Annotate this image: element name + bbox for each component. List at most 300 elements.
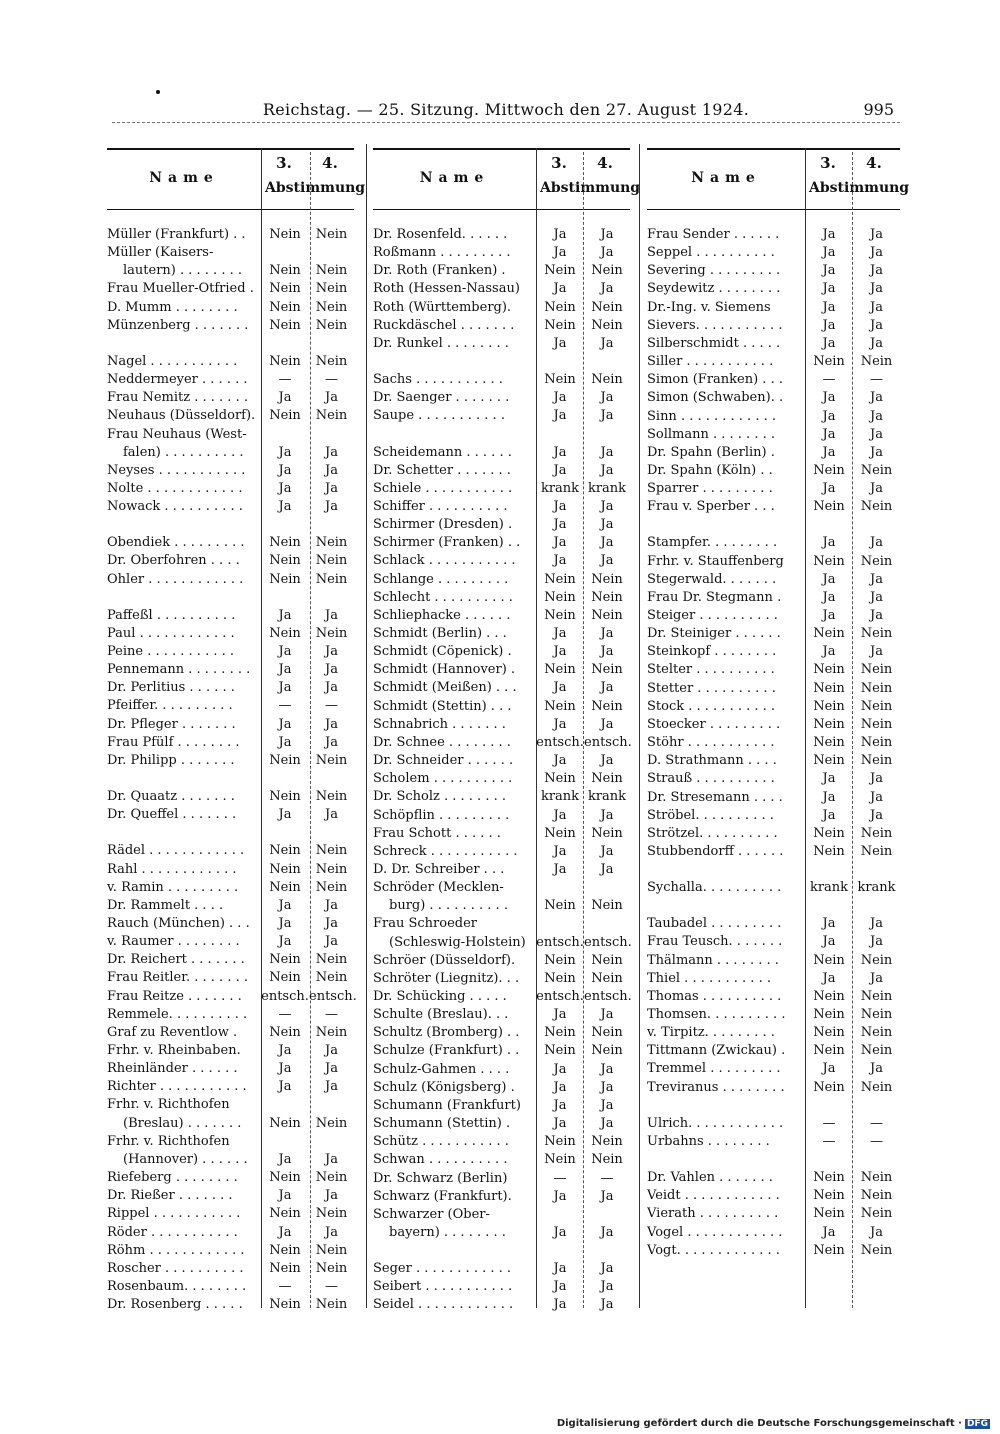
- vote-3-value: Nein: [269, 317, 301, 333]
- vote-3-value: —: [278, 1006, 292, 1022]
- deputy-name: Schirmer (Dresden) .: [373, 517, 513, 533]
- vote-4-value: Ja: [325, 390, 338, 406]
- table-row: [373, 897, 630, 915]
- vote-4-value: Ja: [600, 517, 614, 533]
- table-row: [373, 915, 630, 933]
- deputy-name: Dr. Schnee . . . . . . . .: [373, 734, 511, 750]
- vote-4-value: Nein: [315, 879, 348, 895]
- table-row: [647, 553, 900, 571]
- vote-4-value: Ja: [600, 227, 614, 242]
- table-row: [373, 262, 630, 280]
- deputy-name: Schlange . . . . . . . . .: [373, 571, 509, 587]
- deputy-name: Röder . . . . . . . . . . .: [107, 1224, 238, 1240]
- vote-3-value: Ja: [822, 263, 836, 279]
- table-row: [107, 534, 354, 552]
- vote-4-value: Ja: [600, 1261, 614, 1277]
- deputy-name: Schreck . . . . . . . . . . .: [373, 843, 518, 859]
- vote-4-value: Ja: [600, 1097, 614, 1113]
- vote-3-value: Ja: [822, 970, 836, 986]
- deputy-name: Schröer (Düsseldorf).: [373, 952, 516, 968]
- vote-3-value: Nein: [813, 753, 845, 769]
- table-row: [107, 1006, 354, 1024]
- deputy-name: Neyses . . . . . . . . . . .: [107, 462, 246, 478]
- vote-4-value: —: [600, 1170, 614, 1186]
- header-rule: [647, 209, 900, 210]
- ink-dot: [156, 90, 160, 94]
- table-row: [647, 1133, 900, 1151]
- table-row: [647, 915, 900, 933]
- table-row: [107, 462, 354, 480]
- vote-3-value: Ja: [553, 535, 567, 551]
- vote-4-value: Nein: [591, 970, 623, 986]
- deputy-name: Rädel . . . . . . . . . . . .: [107, 843, 245, 859]
- vote-3-value: Ja: [822, 281, 836, 297]
- deputy-name: Schwarz (Frankfurt).: [373, 1188, 512, 1204]
- vote-3-value: Nein: [544, 898, 576, 914]
- deputy-name: Steinkopf . . . . . . . .: [647, 644, 777, 660]
- table-row: [373, 879, 630, 897]
- vote-4-value: Nein: [860, 662, 893, 678]
- deputy-name: Scheidemann . . . . . .: [373, 444, 512, 460]
- vote-4-value: Nein: [591, 1025, 623, 1041]
- vote-4-value: Ja: [325, 1188, 338, 1204]
- table-row: [647, 661, 900, 679]
- deputy-name: Schulze (Frankfurt) . .: [373, 1043, 520, 1059]
- deputy-name: Sievers. . . . . . . . . . .: [647, 317, 783, 333]
- deputy-name: Frhr. v. Richthofen: [107, 1133, 230, 1149]
- deputy-name: Frau v. Sperber . . .: [647, 499, 775, 515]
- vote-4-value: Nein: [591, 825, 623, 841]
- deputy-name: Dr. Schücking . . . . .: [373, 989, 507, 1004]
- vote-4-value: Nein: [315, 317, 348, 333]
- deputy-name: Rheinländer . . . . . .: [107, 1061, 238, 1077]
- deputy-name: Nolte . . . . . . . . . . . .: [107, 480, 243, 496]
- table-row: [373, 407, 630, 425]
- deputy-name: Stelter . . . . . . . . . .: [647, 662, 775, 678]
- deputy-name: Stampfer. . . . . . . . .: [647, 535, 778, 551]
- vote-4-value: Nein: [315, 1297, 348, 1313]
- deputy-name: falen) . . . . . . . . . .: [123, 444, 244, 460]
- vote-4-value: Ja: [870, 299, 883, 315]
- deputy-name: lautern) . . . . . . . .: [123, 263, 242, 279]
- vote-4-value: Nein: [591, 1043, 623, 1059]
- deputy-name: Schmidt (Cöpenick) .: [373, 644, 512, 660]
- deputy-name: Graf zu Reventlow .: [107, 1024, 238, 1040]
- vote-3-value: Ja: [822, 934, 836, 950]
- table-row: [647, 353, 900, 371]
- vote-3-value: Nein: [544, 299, 576, 315]
- vote-3-value: Ja: [822, 426, 836, 442]
- vote-4-value: Ja: [870, 263, 883, 279]
- deputy-name: Schnabrich . . . . . . .: [373, 716, 506, 732]
- deputy-name: Schmidt (Meißen) . . .: [373, 680, 517, 696]
- deputy-name: Frau Sender . . . . . .: [647, 227, 780, 242]
- vote-3-value: Ja: [822, 589, 836, 605]
- deputy-name: Steiger . . . . . . . . . .: [647, 608, 778, 623]
- table-row: [107, 861, 354, 879]
- deputy-name: Richter . . . . . . . . . . .: [107, 1079, 247, 1095]
- vote-3-value: Ja: [278, 934, 292, 950]
- vote-4-value: Nein: [315, 299, 348, 315]
- table-row: [373, 770, 630, 788]
- deputy-name: Schütz . . . . . . . . . . .: [373, 1134, 509, 1150]
- vote-3-value: Ja: [553, 498, 567, 514]
- vote-4-value: Ja: [325, 807, 338, 823]
- vote-4-value: Ja: [600, 335, 614, 351]
- vote-4-value: Ja: [600, 1116, 614, 1132]
- deputy-name: D. Strathmann . . . .: [647, 753, 777, 769]
- vote-4-value: —: [870, 1115, 883, 1131]
- deputy-name: Schiffer . . . . . . . . . .: [373, 498, 508, 514]
- vote-3-value: Ja: [822, 571, 836, 587]
- vote-4-value: Nein: [315, 752, 348, 768]
- table-separator: [366, 144, 367, 1308]
- vote-4-value: Ja: [600, 843, 614, 859]
- deputy-name: Dr. Schetter . . . . . . .: [373, 462, 511, 478]
- vote-3-value: Nein: [813, 680, 845, 696]
- table-row: [373, 389, 630, 407]
- table-row: [107, 988, 357, 1006]
- vote-3-value: Nein: [269, 571, 301, 587]
- vote-4-value: —: [870, 1133, 883, 1149]
- vote-3-value: Nein: [269, 1024, 301, 1040]
- vote-4-value: Nein: [591, 771, 623, 787]
- table-row: [647, 426, 900, 444]
- table-row: [373, 661, 630, 679]
- vote-3-value: Ja: [822, 245, 836, 261]
- deputy-name: Dr. Rießer . . . . . . .: [107, 1188, 233, 1204]
- vote-3-value: krank: [540, 480, 580, 496]
- table-row: [373, 480, 630, 498]
- vote-4-value: Nein: [315, 1242, 348, 1258]
- vote-4-value: Nein: [315, 1115, 348, 1131]
- vote-3-value: Ja: [553, 553, 567, 569]
- vote-4-value: Ja: [870, 608, 883, 623]
- vote-3-value: Nein: [813, 716, 845, 732]
- deputy-name: Roth (Württemberg).: [373, 299, 512, 315]
- table-row: [647, 1115, 900, 1133]
- vote-4-value: Nein: [591, 662, 623, 678]
- deputy-name: Nagel . . . . . . . . . . .: [107, 353, 238, 369]
- vote-4-value: Ja: [325, 915, 338, 931]
- deputy-name: Frau Teusch. . . . . . .: [647, 934, 783, 950]
- table-row: [373, 807, 630, 825]
- table-row: [647, 680, 900, 698]
- deputy-name: Dr. Pfleger . . . . . . .: [107, 716, 236, 732]
- vote-3-value: Nein: [269, 1242, 301, 1258]
- vote-3-value: Ja: [553, 462, 567, 478]
- vote-4-value: Nein: [860, 1079, 893, 1095]
- table-row: [107, 897, 354, 915]
- deputy-name: Rosenbaum. . . . . . . .: [107, 1278, 247, 1294]
- vote-4-value: Ja: [325, 607, 338, 623]
- vote-3-value: Ja: [278, 1043, 292, 1058]
- table-top-rule: [647, 148, 900, 150]
- vote-3-value: Ja: [553, 335, 567, 351]
- deputy-name: Thiel . . . . . . . . . . .: [647, 970, 771, 986]
- table-row: [373, 226, 630, 244]
- table-row: [373, 1024, 630, 1042]
- vote-3-value: Nein: [269, 952, 301, 968]
- vote-4-value: krank: [587, 480, 627, 496]
- deputy-name: Dr. Stresemann . . . .: [647, 789, 783, 805]
- table-row: [647, 879, 900, 897]
- vote-4-header: 4.: [866, 154, 882, 172]
- vote-4-value: Ja: [600, 807, 614, 823]
- table-row: [647, 1042, 900, 1060]
- table-row: [373, 1278, 630, 1296]
- vote-4-value: Nein: [860, 1007, 893, 1022]
- table-row: [647, 625, 900, 643]
- vote-3-value: Ja: [278, 462, 292, 478]
- vote-3-value: Nein: [269, 879, 301, 895]
- vote-4-value: Ja: [600, 1279, 614, 1295]
- table-row: [107, 915, 354, 933]
- table-row: [647, 988, 900, 1006]
- vote-3-value: Ja: [822, 227, 836, 242]
- vote-3-value: Ja: [553, 227, 567, 242]
- table-row: [107, 444, 354, 462]
- table-row: [373, 625, 630, 643]
- deputy-name: Schlack . . . . . . . . . . .: [373, 553, 516, 569]
- table-row: [373, 516, 630, 534]
- vote-3-value: Nein: [269, 1297, 301, 1313]
- vote-4-value: Nein: [860, 753, 893, 769]
- page-header: [112, 96, 900, 124]
- vote-3-value: Ja: [553, 245, 567, 261]
- vote-3-value: Nein: [544, 1152, 576, 1168]
- vote-3-value: Ja: [278, 662, 292, 678]
- vote-3-value: Ja: [822, 535, 836, 551]
- deputy-name: Stegerwald. . . . . . .: [647, 571, 777, 587]
- vote-4-value: Nein: [860, 825, 893, 841]
- deputy-name: Stöhr . . . . . . . . . . .: [647, 735, 775, 751]
- vote-3-value: Ja: [553, 1061, 567, 1077]
- table-row: [107, 353, 354, 371]
- table-row: [373, 970, 630, 988]
- vote-4-value: Nein: [315, 535, 348, 551]
- vote-4-value: krank: [857, 880, 896, 896]
- footer-text: Digitalisierung gefördert durch die Deutsche Forschungsgemeinschaft ·: [556, 1418, 962, 1429]
- deputy-name: Frau Schroeder: [373, 916, 478, 932]
- deputy-name: Schröder (Mecklen-: [373, 880, 504, 896]
- abstimmung-header: Abstimmung: [540, 180, 641, 196]
- vote-3-value: Nein: [269, 263, 301, 279]
- name-column-header: Name: [149, 170, 219, 186]
- deputy-name: Dr. Quaatz . . . . . . .: [107, 789, 235, 805]
- deputy-name: Dr. Philipp . . . . . . .: [107, 752, 235, 768]
- deputy-name: Roscher . . . . . . . . . .: [107, 1260, 244, 1276]
- table-row: [373, 752, 630, 770]
- vote-3-value: Nein: [269, 535, 301, 551]
- table-row: [373, 335, 630, 353]
- table-row: [373, 679, 630, 697]
- vote-3-value: Nein: [544, 263, 576, 279]
- deputy-name: Stubbendorff . . . . . .: [647, 843, 784, 859]
- vote-3-value: Nein: [269, 861, 301, 877]
- vote-4-value: Ja: [870, 245, 883, 261]
- deputy-name: Stock . . . . . . . . . . .: [647, 698, 776, 714]
- table-row: [647, 716, 900, 734]
- vote-4-value: Ja: [870, 1061, 883, 1077]
- deputy-name: Frhr. v. Rheinbaben.: [107, 1043, 241, 1058]
- name-column-header: Name: [419, 170, 490, 186]
- vote-3-value: Ja: [553, 843, 567, 859]
- vote-3-value: Ja: [822, 408, 836, 424]
- deputy-name: Müller (Kaisers-: [107, 245, 214, 261]
- deputy-name: Vogel . . . . . . . . . . . .: [647, 1224, 783, 1240]
- table-row: [107, 1169, 354, 1187]
- table-row: [373, 698, 630, 716]
- vote-4-value: —: [325, 698, 338, 714]
- vote-3-value: Nein: [813, 1206, 845, 1222]
- deputy-name: Rauch (München) . . .: [107, 915, 250, 931]
- vote-3-value: Nein: [813, 1079, 845, 1095]
- vote-4-value: Ja: [870, 408, 883, 424]
- table-row: [107, 552, 354, 570]
- deputy-name: Seydewitz . . . . . . . .: [647, 281, 781, 297]
- vote-3-value: Ja: [822, 481, 836, 497]
- vote-4-value: entsch.: [584, 734, 632, 750]
- deputy-name: Pfeiffer. . . . . . . . . .: [107, 698, 233, 714]
- vote-3-header: 3.: [820, 154, 836, 172]
- vote-4-value: krank: [587, 789, 627, 805]
- table-row: [373, 317, 630, 335]
- deputy-name: D. Mumm . . . . . . . .: [107, 299, 238, 315]
- table-row: [647, 226, 900, 244]
- vote-3-value: Nein: [813, 1025, 845, 1041]
- vote-4-value: Nein: [860, 680, 893, 696]
- deputy-name: Dr. Steiniger . . . . . .: [647, 626, 781, 642]
- table-row: [373, 1115, 630, 1133]
- deputy-name: Obendiek . . . . . . . . .: [107, 535, 245, 551]
- vote-3-value: entsch.: [536, 734, 584, 750]
- table-row: [647, 698, 900, 716]
- vote-3-value: Ja: [278, 607, 292, 623]
- vote-3-value: Nein: [269, 789, 301, 805]
- vote-4-value: Ja: [600, 390, 614, 406]
- table-row: [107, 643, 354, 661]
- deputy-name: Vogt. . . . . . . . . . . . .: [647, 1242, 780, 1258]
- table-row: [373, 1206, 630, 1224]
- vote-3-value: Nein: [813, 988, 845, 1004]
- vote-4-value: Nein: [860, 1170, 893, 1186]
- vote-4-value: Ja: [870, 789, 883, 805]
- table-row: [373, 1151, 630, 1169]
- vote-3-value: Ja: [553, 444, 567, 460]
- vote-4-value: Nein: [860, 1025, 893, 1041]
- table-row: [373, 988, 630, 1006]
- vote-4-value: Ja: [600, 1297, 614, 1313]
- deputy-name: Nowack . . . . . . . . . .: [107, 499, 243, 515]
- deputy-name: Dr. Scholz . . . . . . . .: [373, 789, 506, 805]
- vote-4-value: Nein: [315, 227, 348, 242]
- vote-4-value: Ja: [325, 934, 338, 950]
- table-row: [107, 1278, 354, 1296]
- table-row: [107, 1078, 354, 1096]
- vote-4-value: Ja: [600, 753, 614, 769]
- table-row: [373, 1296, 630, 1314]
- vote-4-value: Ja: [325, 734, 338, 750]
- deputy-name: Seibert . . . . . . . . . . .: [373, 1279, 513, 1295]
- vote-4-value: Ja: [600, 281, 614, 297]
- vote-3-value: entsch.: [536, 934, 584, 950]
- table-row: [107, 879, 354, 897]
- deputy-name: Ruckdäschel . . . . . . .: [373, 317, 515, 333]
- vote-4-value: Nein: [315, 553, 348, 569]
- deputy-name: Seppel . . . . . . . . . .: [647, 245, 775, 261]
- deputy-name: Frau Reitler. . . . . . . .: [107, 970, 248, 986]
- deputy-name: Frau Dr. Stegmann .: [647, 589, 782, 605]
- deputy-name: Schliephacke . . . . . .: [373, 607, 511, 623]
- deputy-name: Pennemann . . . . . . . .: [107, 662, 251, 678]
- table-row: [107, 842, 354, 860]
- table-row: [107, 1296, 354, 1314]
- table-row: [647, 589, 900, 607]
- table-row: [373, 1097, 630, 1115]
- deputy-name: Tittmann (Zwickau) .: [647, 1043, 786, 1059]
- footer: [557, 1418, 990, 1429]
- vote-3-value: krank: [540, 789, 580, 805]
- vote-4-value: Ja: [870, 771, 883, 787]
- vote-4-value: Nein: [860, 462, 893, 478]
- table-row: [647, 444, 900, 462]
- vote-4-value: Nein: [591, 952, 623, 968]
- vote-4-value: Nein: [860, 626, 893, 642]
- deputy-name: Vierath . . . . . . . . . .: [647, 1206, 779, 1222]
- vote-3-value: Nein: [544, 771, 576, 787]
- table-row: [107, 280, 354, 298]
- deputy-name: Paul . . . . . . . . . . . .: [107, 625, 235, 641]
- deputy-name: Röhm . . . . . . . . . . . .: [107, 1242, 245, 1258]
- table-row: [647, 1006, 900, 1024]
- table-row: [373, 589, 630, 607]
- deputy-name: v. Raumer . . . . . . . .: [107, 934, 240, 950]
- vote-4-value: Ja: [325, 897, 338, 913]
- deputy-name: Frau Nemitz . . . . . . .: [107, 390, 248, 406]
- deputy-name: Schumann (Stettin) .: [373, 1116, 511, 1132]
- deputy-name: Ohler . . . . . . . . . . . .: [107, 571, 244, 587]
- deputy-name: Rippel . . . . . . . . . . .: [107, 1206, 241, 1222]
- deputy-name: Schmidt (Berlin) . . .: [373, 626, 507, 641]
- table-row: [107, 498, 354, 516]
- table-row: [373, 571, 630, 589]
- deputy-name: Dr. Vahlen . . . . . . .: [647, 1170, 773, 1186]
- vote-4-value: Nein: [315, 843, 348, 859]
- table-row: [647, 480, 900, 498]
- deputy-name: Müller (Frankfurt) . .: [107, 227, 246, 242]
- table-row: [107, 1042, 354, 1060]
- deputy-name: Schwarzer (Ober-: [373, 1206, 490, 1222]
- vote-3-value: Ja: [822, 299, 836, 315]
- vote-4-value: Ja: [600, 444, 614, 460]
- table-row: [107, 806, 354, 824]
- vote-4-value: Ja: [600, 716, 614, 732]
- deputy-name: Neuhaus (Düsseldorf).: [107, 408, 256, 424]
- table-row: [647, 335, 900, 353]
- deputy-name: Roth (Hessen-Nassau): [373, 281, 520, 297]
- table-row: [107, 480, 354, 498]
- table-row: [647, 752, 900, 770]
- table-row: [647, 262, 900, 280]
- vote-4-value: Nein: [315, 571, 348, 587]
- deputy-name: Siller . . . . . . . . . . .: [647, 354, 774, 370]
- vote-4-value: Nein: [591, 898, 623, 914]
- name-column-header: Name: [691, 170, 761, 186]
- vote-4-value: Nein: [315, 970, 348, 986]
- abstimmung-header: Abstimmung: [809, 180, 910, 196]
- vote-4-value: Ja: [325, 462, 338, 478]
